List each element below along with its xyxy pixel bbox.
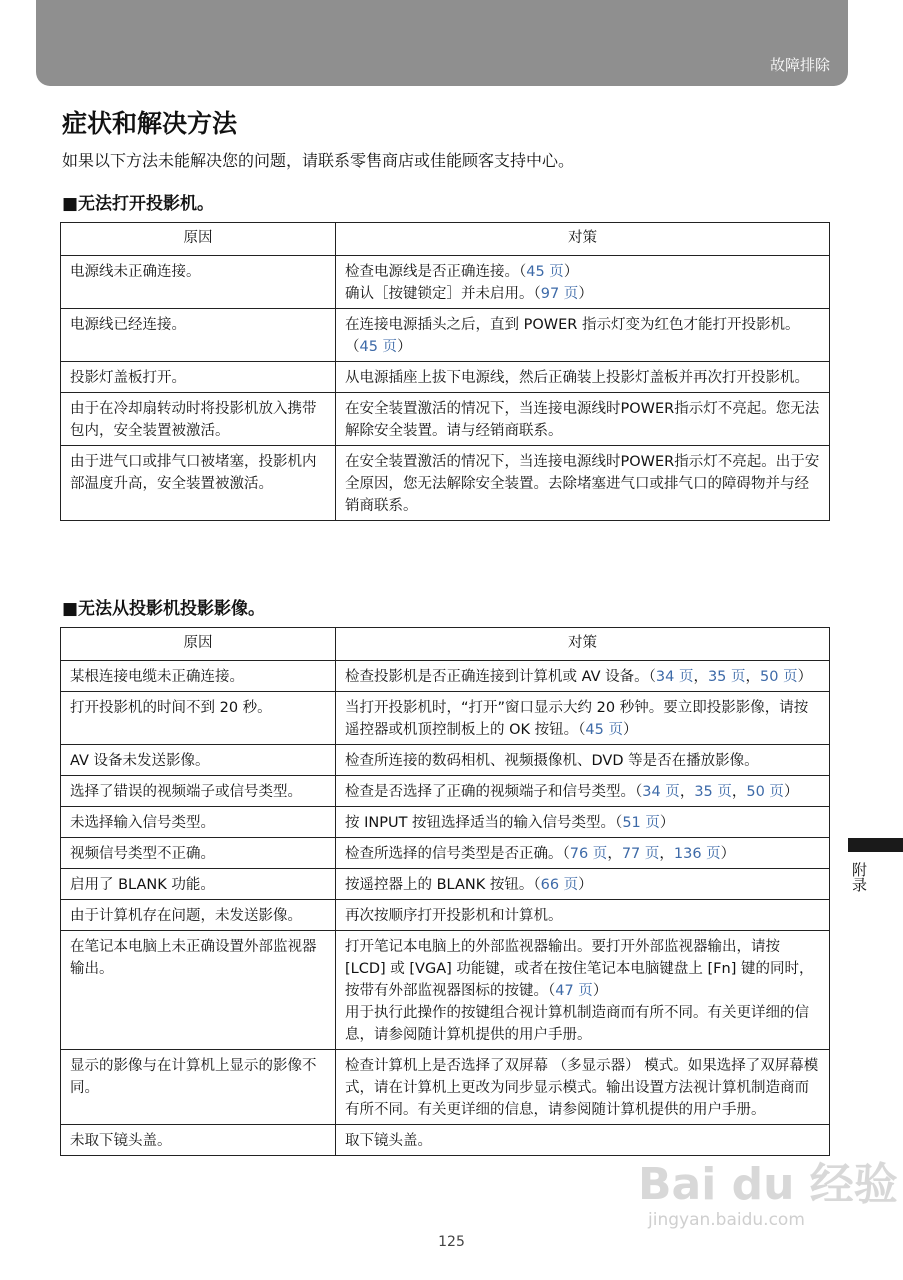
page-ref-link[interactable]: 66 页 [540,877,579,893]
page-ref-link[interactable]: 47 页 [555,983,593,999]
table-row [61,661,830,692]
page-ref-link[interactable]: 50 页 [760,669,798,685]
header-bar [36,0,848,86]
appendix-tab-label: 附录 [850,862,868,892]
cause-cell: 由于在冷却扇转动时将投影机放入携带包内，安全装置被激活。 [61,393,336,446]
fix-cell [336,807,830,838]
fix-text: 在连接电源插头之后，直到 POWER 指示灯变为红色才能打开投影机。（ [345,317,800,355]
fix-text: 按 INPUT 按钮选择适当的输入信号类型。（ [345,815,623,831]
cause-cell: 由于计算机存在问题，未发送影像。 [61,900,336,931]
fix-cell [336,1050,830,1125]
cause-cell: 未选择输入信号类型。 [61,807,336,838]
fix-cell [336,776,830,807]
section2-heading: ■无法从投影机投影影像。 [62,599,266,619]
cause-cell: 启用了 BLANK 功能。 [61,869,336,900]
fix-text: ） [622,722,638,738]
fix-text: ） [397,339,412,355]
table-row [61,1050,830,1125]
intro-text: 如果以下方法未能解决您的问题，请联系零售商店或佳能顾客支持中心。 [62,151,575,170]
fix-text: ） [592,983,608,999]
fix-cell [336,446,830,521]
fix-text: ） [563,264,579,280]
fix-cell [336,745,830,776]
fix-text: 在安全装置激活的情况下，当连接电源线时POWER指示灯不亮起。出于安全原因，您无法解除安全装置。去除堵塞进气口或排气口的障碍物并与经销商联系。 [345,454,820,514]
fix-text: ） [720,846,736,862]
fix-text: 检查电源线是否正确连接。（ [345,264,527,280]
table-row [61,393,830,446]
fix-cell [336,309,830,362]
fix-cell [336,661,830,692]
fix-text: ） [659,815,675,831]
page-ref-link[interactable]: 45 页 [359,339,398,355]
table-row [61,807,830,838]
fix-text: ， [607,846,622,862]
page-ref-link[interactable]: 45 页 [526,264,564,280]
page-ref-link[interactable]: 45 页 [585,722,623,738]
fix-cell [336,362,830,393]
cause-cell: 视频信号类型不正确。 [61,838,336,869]
fix-cell [336,838,830,869]
section2-body [61,661,830,1156]
fix-text: 检查计算机上是否选择了双屏幕 （多显示器） 模式。如果选择了双屏幕模式，请在计算机上更改为同步显示模式。输出设置方法视计算机制造商而有所不同。有关更详细的信息，请参阅随计算机提供的用户手册。 [345,1058,819,1118]
page-ref-link[interactable]: 34 页 [655,669,694,685]
fix-cell [336,869,830,900]
table-row [61,692,830,745]
fix-text: 取下镜头盖。 [345,1133,432,1149]
fix-text: 用于执行此操作的按键组合视计算机制造商而有所不同。有关更详细的信息，请参阅随计算机提供的用户手册。 [345,1005,809,1043]
page-ref-link[interactable]: 77 页 [621,846,660,862]
fix-text: 在安全装置激活的情况下，当连接电源线时POWER指示灯不亮起。您无法解除安全装置。请与经销商联系。 [345,401,820,439]
page-ref-link[interactable]: 97 页 [540,286,579,302]
fix-text: ） [578,877,593,893]
page-ref-link[interactable]: 34 页 [642,784,680,800]
appendix-tab-marker [848,838,903,852]
fix-text: ， [659,846,674,862]
fix-text: 从电源插座上拔下电源线，然后正确装上投影灯盖板并再次打开投影机。 [345,370,809,386]
cause-cell: 未取下镜头盖。 [61,1125,336,1156]
cause-cell: 电源线已经连接。 [61,309,336,362]
table-row [61,362,830,393]
cause-cell: 某根连接电缆未正确连接。 [61,661,336,692]
fix-cell [336,692,830,745]
col-header-cause: 原因 [61,628,336,661]
table-row [61,869,830,900]
watermark-logo: Bai du 经验 [638,1159,898,1210]
fix-text: 确认［按键锁定］并未启用。（ [345,286,541,302]
table-row [61,931,830,1050]
section-label: 故障排除 [769,56,830,74]
fix-cell [336,256,830,309]
fix-text: 检查投影机是否正确连接到计算机或 AV 设备。（ [345,669,656,685]
page-ref-link[interactable]: 35 页 [707,669,746,685]
fix-text: ） [797,669,813,685]
watermark-url: jingyan.baidu.com [648,1210,805,1230]
page-ref-link[interactable]: 35 页 [694,784,732,800]
col-header-cause: 原因 [61,223,336,256]
fix-text: 当打开投影机时，“打开”窗口显示大约 20 秒钟。要立即投影影像，请按遥控器或机顶控制板上的 OK 按钮。（ [345,700,809,738]
fix-text: 按遥控器上的 BLANK 按钮。（ [345,877,541,893]
fix-cell [336,900,830,931]
fix-text: 检查是否选择了正确的视频端子和信号类型。（ [345,784,643,800]
section1-heading: ■无法打开投影机。 [62,194,215,214]
col-header-fix: 对策 [336,628,830,661]
cause-cell: 选择了错误的视频端子或信号类型。 [61,776,336,807]
cause-cell: 在笔记本电脑上未正确设置外部监视器输出。 [61,931,336,1050]
page-title: 症状和解决方法 [62,109,238,138]
fix-cell [336,931,830,1050]
page-ref-link[interactable]: 136 页 [673,846,721,862]
table-row [61,900,830,931]
section1-body [61,256,830,521]
fix-text: 再次按顺序打开投影机和计算机。 [345,908,563,924]
table-header-row [61,223,830,256]
fix-text: 打开笔记本电脑上的外部监视器输出。要打开外部监视器输出，请按 [LCD] 或 [VGA] 功能键，或者在按住笔记本电脑键盘上 [Fn] 键的同时，按带有外部监视器图标的按键。（ [345,939,814,999]
fix-cell [336,393,830,446]
page-ref-link[interactable]: 50 页 [746,784,784,800]
cause-cell: AV 设备未发送影像。 [61,745,336,776]
page-number: 125 [438,1234,465,1250]
fix-text: 检查所连接的数码相机、视频摄像机、DVD 等是否在播放影像。 [345,753,759,769]
fix-text: ， [745,669,761,685]
fix-text: ， [693,669,708,685]
fix-text: ， [731,784,747,800]
cause-cell: 打开投影机的时间不到 20 秒。 [61,692,336,745]
col-header-fix: 对策 [336,223,830,256]
table-row [61,838,830,869]
cause-cell: 投影灯盖板打开。 [61,362,336,393]
cause-cell: 显示的影像与在计算机上显示的影像不同。 [61,1050,336,1125]
page-ref-link[interactable]: 51 页 [622,815,660,831]
cause-cell: 由于进气口或排气口被堵塞，投影机内部温度升高，安全装置被激活。 [61,446,336,521]
table-row [61,446,830,521]
table-header-row [61,628,830,661]
page-ref-link[interactable]: 76 页 [569,846,608,862]
table-row [61,776,830,807]
fix-text: 检查所选择的信号类型是否正确。（ [345,846,570,862]
section2-table [60,627,830,1156]
fix-text: ） [783,784,799,800]
cause-cell: 电源线未正确连接。 [61,256,336,309]
table-row [61,256,830,309]
fix-text: ） [578,286,593,302]
table-row [61,745,830,776]
table-row [61,309,830,362]
section1-table [60,222,830,521]
fix-text: ， [679,784,695,800]
